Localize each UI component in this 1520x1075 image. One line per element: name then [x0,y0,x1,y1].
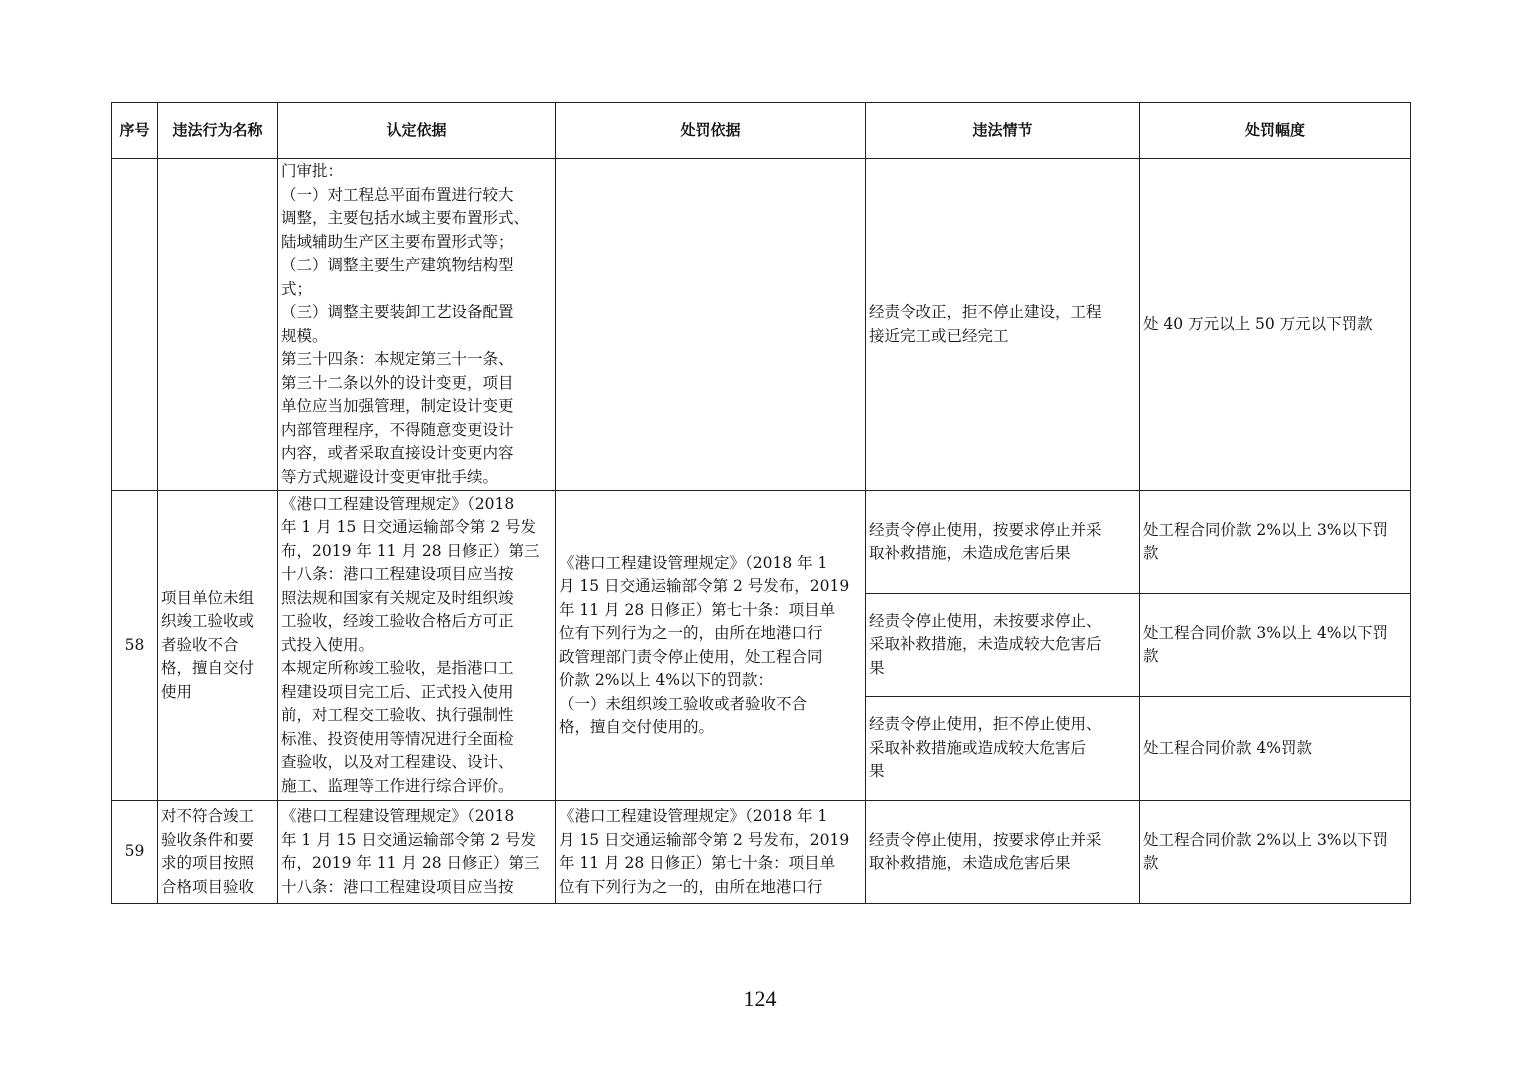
header-basis: 认定依据 [278,103,556,159]
circumstance-line: 采取补救措施，未造成较大危害后 [869,635,1102,654]
row59-name-cell [158,801,278,904]
basis-line: 内部管理程序，不得随意变更设计 [281,420,514,439]
cont-basis-cell [278,159,556,491]
basis-line: 陆域辅助生产区主要布置形式等； [281,232,514,251]
penalty-basis-line: 位有下列行为之一的，由所在地港口行 [559,877,823,896]
basis-line: 程建设项目完工后、正式投入使用 [281,682,514,701]
row58-name-cell [158,491,278,801]
penalty-basis-line: （一）未组织竣工验收或者验收不合 [559,694,808,713]
circumstance-line: 经责令改正，拒不停止建设，工程 [869,303,1102,321]
row58-no: 58 [112,491,158,801]
cont-penalty-basis-cell [556,159,866,491]
header-penalty-range: 处罚幅度 [1140,103,1411,159]
table-row-59 [112,801,1411,904]
circumstance-line: 经责令停止使用，未按要求停止、 [869,611,1102,630]
basis-line: 第三十二条以外的设计变更，项目 [281,373,514,392]
circumstance-line: 接近完工或已经完工 [869,326,1009,345]
circumstance-line: 经责令停止使用，拒不停止使用、 [869,715,1102,734]
circumstance-line: 采取补救措施或造成较大危害后 [869,738,1087,757]
basis-line: 前，对工程交工验收、执行强制性 [281,706,514,725]
row59-penalty [1140,801,1411,904]
penalty-line: 款 [1143,544,1159,562]
penalty-table [111,102,1411,904]
basis-line: 内容，或者采取直接设计变更内容 [281,444,514,462]
penalty-basis-line: 格，擅自交付使用的。 [559,718,715,736]
penalty-line: 款 [1143,854,1159,872]
basis-line: 式投入使用。 [281,635,375,654]
row58-penalty-3 [1140,697,1411,801]
name-line: 项目单位未组 [161,588,255,607]
name-line: 者验收不合 [161,635,239,654]
circumstance-line: 取补救措施，未造成危害后果 [869,854,1071,872]
basis-line: 年 1 月 15 日交通运输部令第 2 号发 [281,518,537,537]
row58-penalty-basis-cell [556,491,866,801]
page-number: 124 [743,986,777,1011]
row58-penalty-2 [1140,594,1411,697]
name-line: 织竣工验收或 [161,612,255,631]
basis-line: 标准、投资使用等情况进行全面检 [281,729,514,748]
penalty-basis-line: 月 15 日交通运输部令第 2 号发布，2019 [559,577,850,595]
basis-line: 《港口工程建设管理规定》（2018 [281,807,515,825]
header-violation-name: 违法行为名称 [158,103,278,159]
basis-line: 十八条：港口工程建设项目应当按 [281,877,514,896]
penalty-basis-line: 年 11 月 28 日修正）第七十条：项目单 [559,854,836,872]
penalty-basis-line: 位有下列行为之一的，由所在地港口行 [559,624,823,642]
name-line: 格，擅自交付 [161,659,255,678]
name-line: 使用 [161,682,193,701]
penalty-basis-line: 价款 2%以上 4%以下的罚款： [559,671,774,689]
circumstance-line: 果 [869,762,885,781]
basis-line: 单位应当加强管理，制定设计变更 [281,397,514,415]
cont-circumstance-cell [866,159,1140,491]
basis-line: （三）调整主要装卸工艺设备配置 [281,303,514,321]
row58-circumstance-1 [866,491,1140,594]
penalty-basis-line: 《港口工程建设管理规定》（2018 年 1 [559,807,828,825]
basis-line: 布，2019 年 11 月 28 日修正）第三 [281,854,540,872]
penalty-line: 处工程合同价款 2%以上 3%以下罚 [1143,520,1389,539]
name-line: 验收条件和要 [161,830,255,849]
penalty-line: 款 [1143,647,1159,665]
basis-line: 工验收，经竣工验收合格后方可正 [281,612,514,631]
row58-penalty-1 [1140,491,1411,594]
basis-line: 年 1 月 15 日交通运输部令第 2 号发 [281,830,537,849]
basis-line: 调整，主要包括水域主要布置形式、 [281,209,530,227]
basis-line: 照法规和国家有关规定及时组织竣 [281,588,514,607]
row58-circumstance-2 [866,594,1140,697]
basis-line: 查验收，以及对工程建设、设计、 [281,753,514,772]
header-no: 序号 [112,103,158,159]
row59-basis-cell [278,801,556,904]
cont-no-cell [112,159,158,491]
header-row [112,103,1411,159]
penalty-basis-line: 年 11 月 28 日修正）第七十条：项目单 [559,600,836,619]
penalty-basis-line: 政管理部门责令停止使用，处工程合同 [559,647,823,666]
circumstance-line: 经责令停止使用，按要求停止并采 [869,830,1102,849]
row58-basis-cell [278,491,556,801]
row59-penalty-basis-cell [556,801,866,904]
basis-line: 《港口工程建设管理规定》（2018 [281,494,515,513]
penalty-line: 处工程合同价款 2%以上 3%以下罚 [1143,830,1389,849]
basis-line: 十八条：港口工程建设项目应当按 [281,565,514,584]
basis-line: （二）调整主要生产建筑物结构型 [281,256,514,274]
row59-no: 59 [112,801,158,904]
row58-circumstance-3 [866,697,1140,801]
header-circumstance: 违法情节 [866,103,1140,159]
circumstance-line: 果 [869,658,885,677]
basis-line: 门审批： [281,162,344,180]
circumstance-line: 取补救措施，未造成危害后果 [869,544,1071,562]
basis-line: （一）对工程总平面布置进行较大 [281,185,514,204]
penalty-basis-line: 月 15 日交通运输部令第 2 号发布，2019 [559,830,850,849]
penalty-line: 处工程合同价款 3%以上 4%以下罚 [1143,623,1389,642]
name-line: 求的项目按照 [161,854,255,872]
basis-line: 本规定所称竣工验收，是指港口工 [281,659,514,678]
name-line: 合格项目验收 [161,877,255,896]
table-row-continued [112,159,1411,491]
penalty-line: 处工程合同价款 4%罚款 [1143,738,1313,757]
circumstance-line: 经责令停止使用，按要求停止并采 [869,520,1102,539]
basis-line: 等方式规避设计变更审批手续。 [281,467,499,486]
cont-name-cell [158,159,278,491]
cont-penalty-cell: 处 40 万元以上 50 万元以下罚款 [1140,159,1411,491]
basis-line: 第三十四条：本规定第三十一条、 [281,350,514,368]
basis-line: 施工、监理等工作进行综合评价。 [281,776,514,795]
basis-line: 式； [281,279,313,298]
row59-circumstance [866,801,1140,904]
header-penalty-basis: 处罚依据 [556,103,866,159]
penalty-basis-line: 《港口工程建设管理规定》（2018 年 1 [559,553,828,572]
name-line: 对不符合竣工 [161,807,255,825]
basis-line: 规模。 [281,326,328,345]
basis-line: 布，2019 年 11 月 28 日修正）第三 [281,541,540,560]
table-row-58 [112,491,1411,594]
